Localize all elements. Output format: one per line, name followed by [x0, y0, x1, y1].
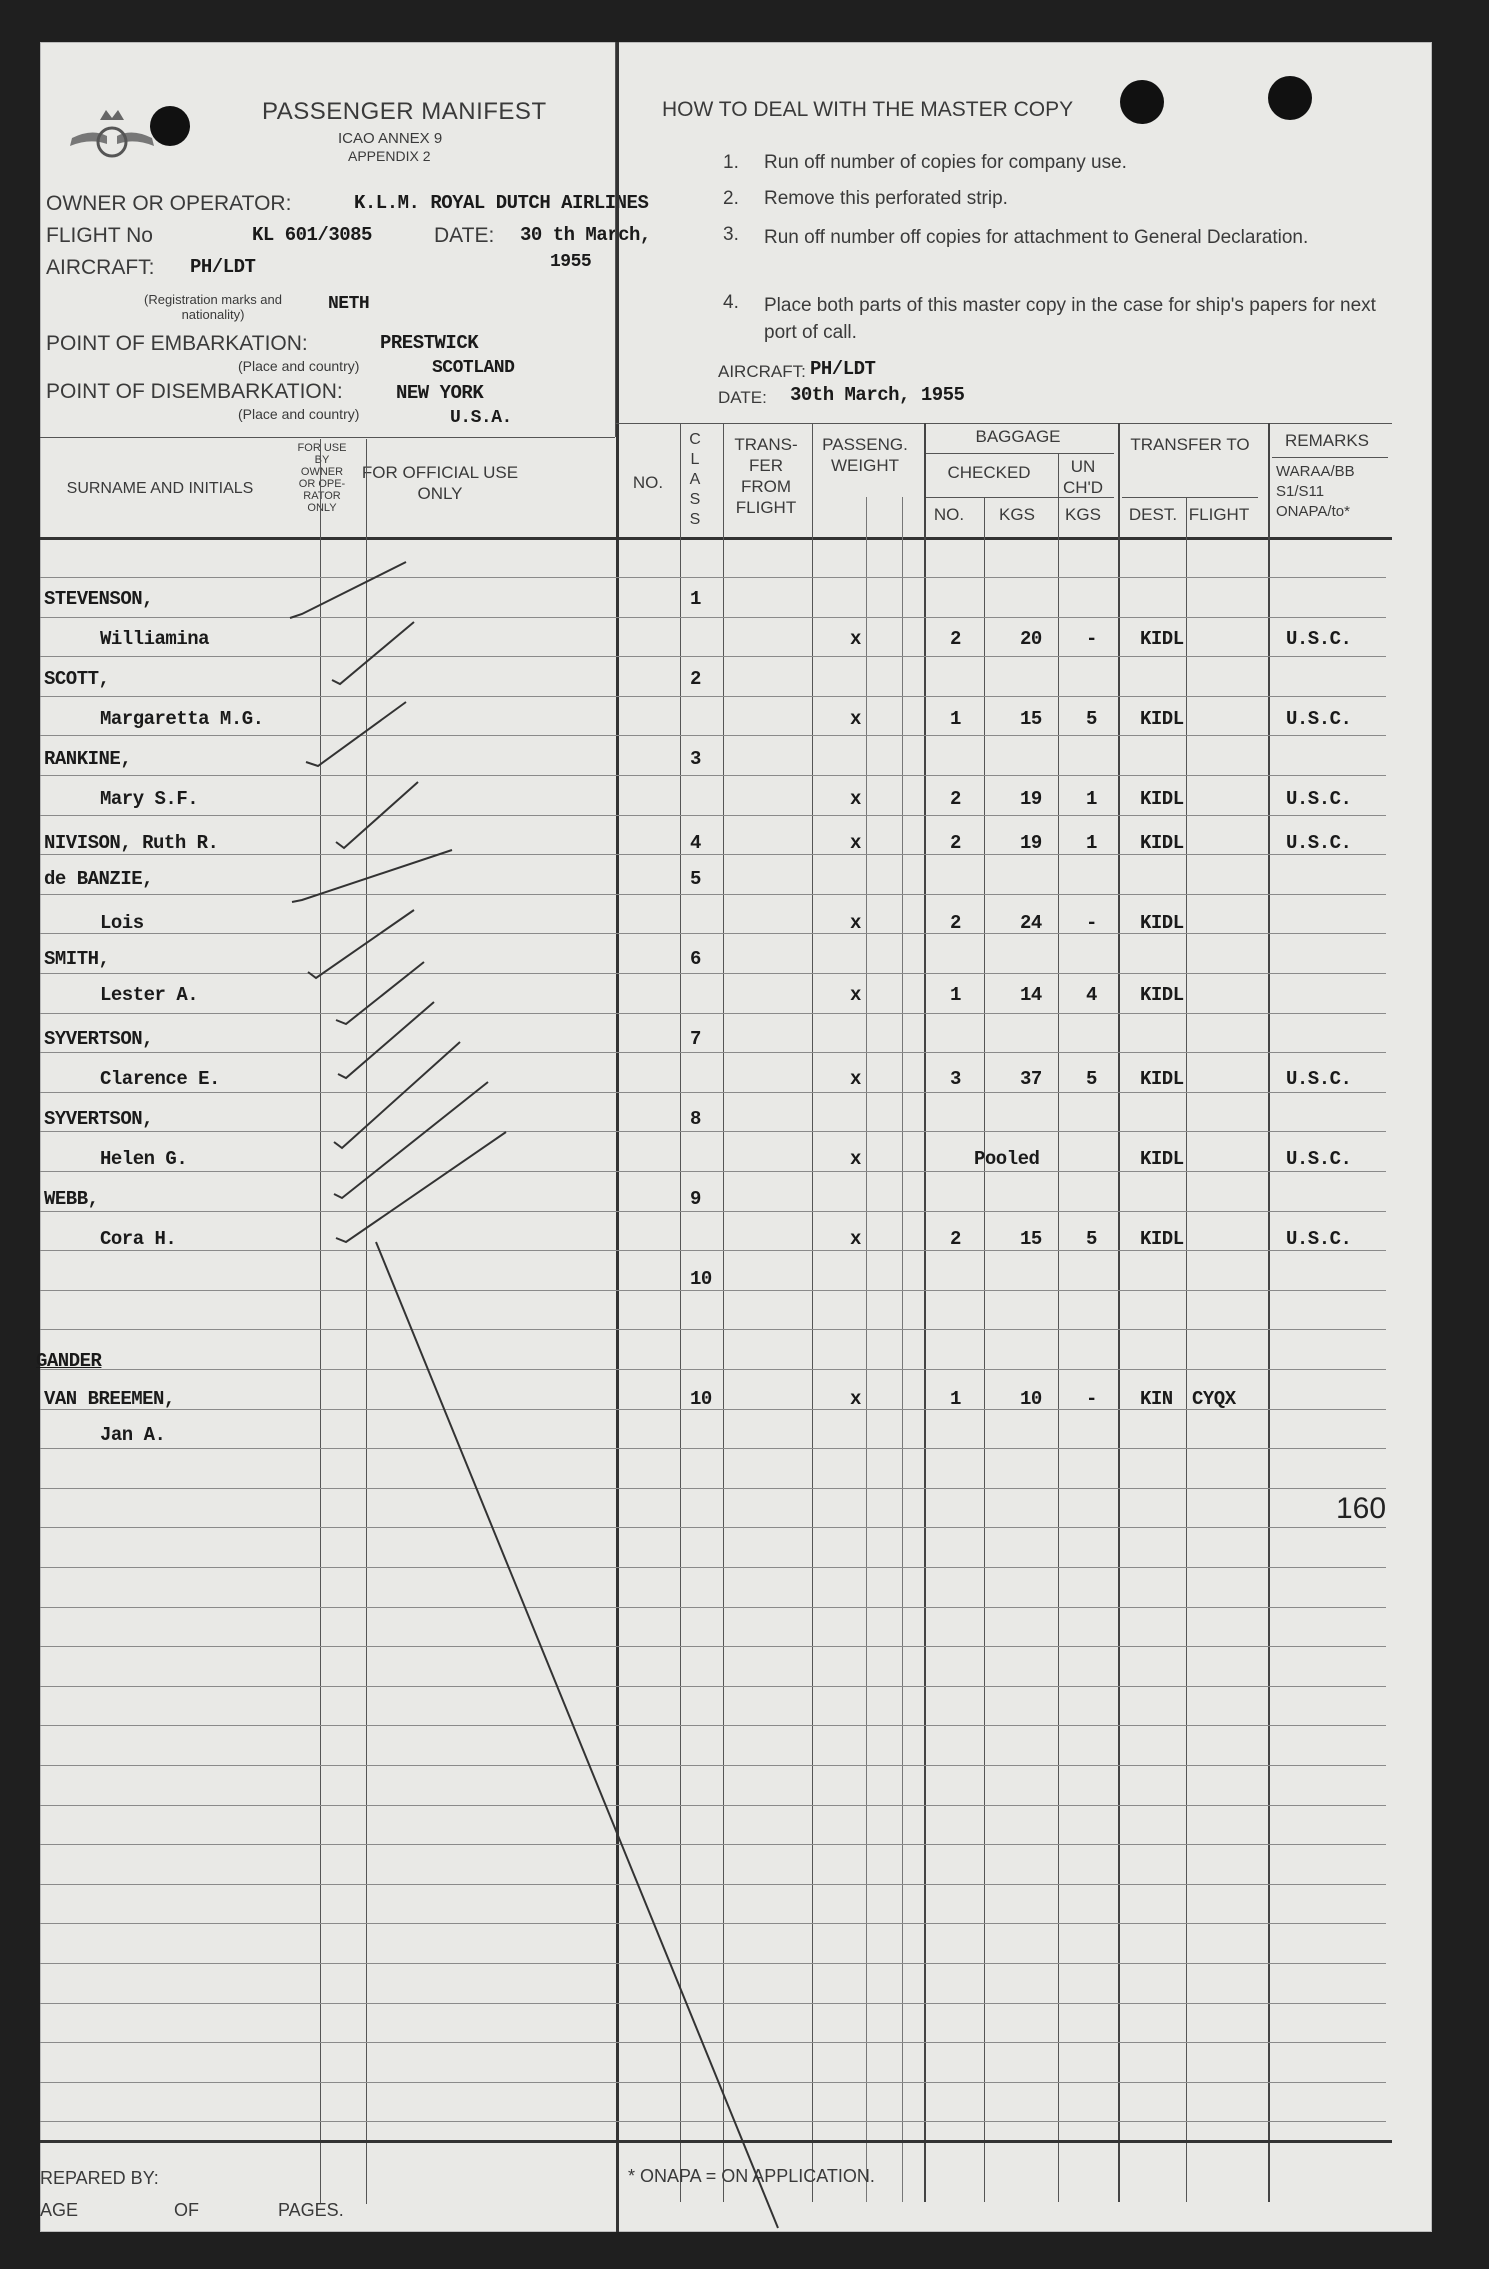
- col-remarks-sub-header: WARAA/BB S1/S11 ONAPA/to*: [1276, 463, 1355, 520]
- cell-name: Lester A.: [100, 984, 199, 1006]
- cell-ukgs: -: [1086, 1388, 1097, 1410]
- cell-bno: 1: [950, 1388, 961, 1410]
- cell-ukgs: 4: [1086, 984, 1097, 1006]
- cell-bkgs: 15: [1020, 708, 1042, 730]
- instructions-aircraft-value: PH/LDT: [810, 358, 876, 380]
- cell-dest: KIDL: [1140, 984, 1184, 1006]
- cell-name: de BANZIE,: [44, 868, 154, 890]
- side-note: 160: [1336, 1492, 1387, 1525]
- place-note: (Place and country): [238, 406, 360, 422]
- page-label: AGE: [40, 2200, 79, 2220]
- cell-name: Williamina: [100, 628, 210, 650]
- cell-name: Jan A.: [100, 1424, 166, 1446]
- col-checked-header: CHECKED: [947, 463, 1031, 482]
- instructions-title: HOW TO DEAL WITH THE MASTER COPY: [662, 98, 1074, 121]
- cell-num: 7: [690, 1028, 701, 1050]
- cell-ukgs: 5: [1086, 708, 1097, 730]
- cell-weight: x: [850, 1228, 861, 1250]
- cell-ukgs: 5: [1086, 1068, 1097, 1090]
- cell-weight: x: [850, 1148, 861, 1170]
- cell-bno: 2: [950, 832, 961, 854]
- disembarkation-value: NEW YORK: [396, 382, 484, 404]
- cell-num: 10: [690, 1268, 712, 1290]
- embarkation-value: PRESTWICK: [380, 332, 479, 354]
- instructions-aircraft-label: AIRCRAFT:: [718, 362, 806, 381]
- cell-num: 10: [690, 1388, 712, 1410]
- cell-num: 8: [690, 1108, 701, 1130]
- instruction-num: 1.: [723, 152, 739, 173]
- date-year: 1955: [550, 252, 592, 272]
- place-note: (Place and country): [238, 358, 360, 374]
- cell-name: Helen G.: [100, 1148, 188, 1170]
- flight-value: KL 601/3085: [252, 224, 372, 246]
- date-label: DATE:: [434, 224, 495, 247]
- cell-bkgs: 15: [1020, 1228, 1042, 1250]
- cell-dest: KIDL: [1140, 708, 1184, 730]
- disembarkation-country: U.S.A.: [450, 408, 512, 428]
- cell-ukgs: 1: [1086, 832, 1097, 854]
- cell-name: RANKINE,: [44, 748, 132, 770]
- date-value: 30 th March,: [520, 224, 651, 246]
- cell-dest: KIDL: [1140, 912, 1184, 934]
- of-label: OF: [174, 2200, 199, 2220]
- cell-num: 5: [690, 868, 701, 890]
- col-baggage-header: BAGGAGE: [975, 427, 1061, 446]
- handwritten-marks: [40, 42, 1432, 2232]
- manifest-sheet: [36, 42, 1432, 2232]
- cell-name: GANDER: [36, 1350, 102, 1372]
- embarkation-label: POINT OF EMBARKATION:: [46, 332, 308, 355]
- cell-name: Cora H.: [100, 1228, 177, 1250]
- col-weight-header: PASSENG. WEIGHT: [822, 435, 908, 475]
- cell-num: 9: [690, 1188, 701, 1210]
- cell-remarks: U.S.C.: [1286, 788, 1352, 810]
- cell-bno: 2: [950, 1228, 961, 1250]
- col-unchd-header: UN CH'D: [1062, 457, 1104, 497]
- cell-dest: KIDL: [1140, 628, 1184, 650]
- cell-dest: KIDL: [1140, 788, 1184, 810]
- col-class-header: CLASS: [689, 431, 701, 528]
- cell-num: 1: [690, 588, 701, 610]
- manifest-subtitle: APPENDIX 2: [348, 148, 431, 164]
- cell-dest: KIDL: [1140, 832, 1184, 854]
- col-bag-no-header: NO.: [933, 505, 965, 524]
- cell-remarks: U.S.C.: [1286, 1228, 1352, 1250]
- cell-bkgs: 19: [1020, 788, 1042, 810]
- cell-flight: CYQX: [1192, 1388, 1236, 1410]
- instruction-num: 4.: [723, 292, 739, 313]
- cell-name: VAN BREEMEN,: [44, 1388, 175, 1410]
- col-flight-header: FLIGHT: [1188, 505, 1250, 524]
- col-transfer-from-header: TRANS- FER FROM FLIGHT: [734, 435, 798, 517]
- cell-ukgs: 5: [1086, 1228, 1097, 1250]
- cell-bno: 3: [950, 1068, 961, 1090]
- cell-num: 3: [690, 748, 701, 770]
- cell-bno: 1: [950, 984, 961, 1006]
- col-transfer-to-header: TRANSFER TO: [1130, 435, 1250, 454]
- cell-bkgs: 10: [1020, 1388, 1042, 1410]
- cell-num: 2: [690, 668, 701, 690]
- cell-remarks: U.S.C.: [1286, 1148, 1352, 1170]
- cell-dest: KIDL: [1140, 1068, 1184, 1090]
- cell-name: Lois: [100, 912, 144, 934]
- cell-name: Mary S.F.: [100, 788, 199, 810]
- col-surname-header: SURNAME AND INITIALS: [66, 480, 254, 497]
- cell-bkgs: 37: [1020, 1068, 1042, 1090]
- cell-weight: x: [850, 832, 861, 854]
- prepared-by-label: REPARED BY:: [40, 2168, 159, 2188]
- cell-weight: x: [850, 628, 861, 650]
- cell-ukgs: -: [1086, 912, 1097, 934]
- col-dest-header: DEST.: [1128, 505, 1178, 524]
- cell-name: SYVERTSON,: [44, 1028, 154, 1050]
- aircraft-label: AIRCRAFT:: [46, 256, 155, 279]
- cell-ukgs: 1: [1086, 788, 1097, 810]
- col-bag-kgs-header: KGS: [999, 505, 1035, 524]
- col-no-header: NO.: [632, 473, 664, 492]
- cell-weight: x: [850, 1068, 861, 1090]
- cell-bno: 2: [950, 628, 961, 650]
- manifest-title: PASSENGER MANIFEST: [262, 98, 547, 125]
- manifest-subtitle: ICAO ANNEX 9: [338, 130, 443, 147]
- registration-value: NETH: [328, 294, 370, 314]
- cell-bkgs: 14: [1020, 984, 1042, 1006]
- disembarkation-label: POINT OF DISEMBARKATION:: [46, 380, 343, 403]
- cell-name: WEBB,: [44, 1188, 99, 1210]
- cell-weight: x: [850, 708, 861, 730]
- cell-name: SMITH,: [44, 948, 110, 970]
- footnote: * ONAPA = ON APPLICATION.: [628, 2166, 875, 2186]
- instruction-num: 3.: [723, 224, 739, 245]
- cell-bno: 2: [950, 788, 961, 810]
- cell-dest: KIDL: [1140, 1148, 1184, 1170]
- owner-value: K.L.M. ROYAL DUTCH AIRLINES: [354, 192, 649, 214]
- col-remarks-header: REMARKS: [1284, 431, 1370, 450]
- cell-name: Clarence E.: [100, 1068, 220, 1090]
- cell-name: Margaretta M.G.: [100, 708, 264, 730]
- cell-weight: x: [850, 984, 861, 1006]
- cell-remarks: U.S.C.: [1286, 708, 1352, 730]
- cell-remarks: U.S.C.: [1286, 832, 1352, 854]
- cell-bno: 2: [950, 912, 961, 934]
- registration-note: (Registration marks and nationality): [144, 292, 282, 322]
- col-unchd-kgs-header: KGS: [1065, 505, 1101, 524]
- cell-name: SYVERTSON,: [44, 1108, 154, 1130]
- instructions-date-value: 30th March, 1955: [790, 384, 965, 406]
- cell-bkgs: 19: [1020, 832, 1042, 854]
- cell-remarks: U.S.C.: [1286, 1068, 1352, 1090]
- cell-dest: KIDL: [1140, 1228, 1184, 1250]
- cell-bno: 1: [950, 708, 961, 730]
- pages-label: PAGES.: [278, 2200, 344, 2220]
- cell-pooled: Pooled: [974, 1148, 1040, 1170]
- aircraft-value: PH/LDT: [190, 256, 256, 278]
- cell-weight: x: [850, 1388, 861, 1410]
- cell-name: SCOTT,: [44, 668, 110, 690]
- col-owner-use-header: FOR USE BY OWNER OR OPE- RATOR ONLY: [297, 442, 347, 514]
- instruction-text: Run off number off copies for attachment to General Declaration.: [764, 227, 1309, 248]
- cell-remarks: U.S.C.: [1286, 628, 1352, 650]
- col-official-header: FOR OFFICIAL USE ONLY: [361, 463, 519, 503]
- embarkation-country: SCOTLAND: [432, 358, 515, 378]
- cell-bkgs: 24: [1020, 912, 1042, 934]
- cell-dest: KIN: [1140, 1388, 1173, 1410]
- instruction-num: 2.: [723, 188, 739, 209]
- instructions-date-label: DATE:: [718, 388, 767, 407]
- cell-num: 4: [690, 832, 701, 854]
- cell-ukgs: -: [1086, 628, 1097, 650]
- cell-num: 6: [690, 948, 701, 970]
- cell-weight: x: [850, 788, 861, 810]
- instruction-text: Run off number of copies for company use.: [764, 152, 1127, 173]
- cell-name: NIVISON, Ruth R.: [44, 832, 219, 854]
- flight-label: FLIGHT No: [46, 224, 153, 247]
- cell-bkgs: 20: [1020, 628, 1042, 650]
- instruction-text: Place both parts of this master copy in the case for ship's papers for next port of call.: [764, 295, 1376, 343]
- owner-label: OWNER OR OPERATOR:: [46, 192, 292, 215]
- cell-weight: x: [850, 912, 861, 934]
- cell-name: STEVENSON,: [44, 588, 154, 610]
- instruction-text: Remove this perforated strip.: [764, 188, 1008, 209]
